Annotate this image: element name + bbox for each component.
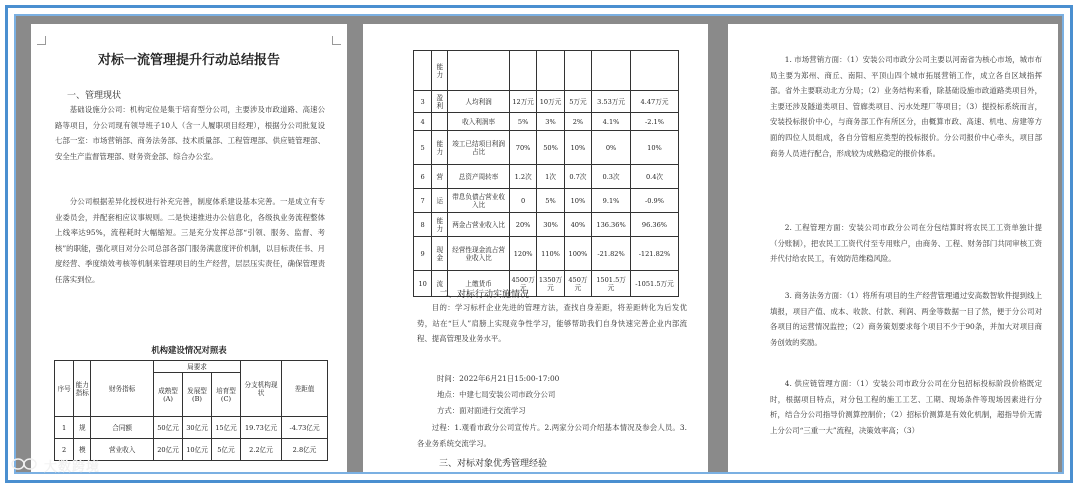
table-cell: 能力 [432,213,448,237]
table-cell: 3% [537,113,564,131]
table-cell: 合同额 [91,417,154,439]
table-header: 成熟型(A) [154,373,183,417]
watermark-text: 大数跨境 [44,460,101,475]
table-cell: 规 [74,417,91,439]
section-heading: 一、管理现状 [67,91,122,101]
table-cell: 4500万元 [509,271,536,297]
table-cell: 2.2亿元 [240,439,281,461]
table-cell: 营 [432,165,448,189]
section-heading: 二、对标行动实施情况 [439,290,530,300]
table-row [414,237,679,271]
margin-corner-mark [332,36,341,45]
table-cell: 20% [509,213,536,237]
table-header: 差距值 [282,361,328,417]
table-cell [432,113,448,131]
table-cell: 收入利润率 [448,113,510,131]
table-row [414,213,679,237]
comparison-table-1 [54,360,328,461]
table-cell: 7 [414,189,432,213]
table-cell: 能力 [432,131,448,165]
table-cell [564,51,591,91]
table-cell [448,51,510,91]
table-cell: 10% [564,189,591,213]
table-cell: 1350万元 [537,271,564,297]
table-cell: 流 [432,271,448,297]
table-cell: 0.7次 [564,165,591,189]
time-line: 时间：2022年6月21日15:00-17:00 [437,374,560,383]
table-header: 能力指标 [74,361,91,417]
table-cell [537,51,564,91]
table-cell: 0 [509,189,536,213]
watermark-logo-icon [10,457,40,471]
report-title: 对标一流管理提升行动总结报告 [97,53,280,68]
table-header: 发展型(B) [183,373,212,417]
table-row [414,165,679,189]
table-cell: 50亿元 [154,417,183,439]
table-cell: 12万元 [509,91,536,113]
table-cell: 450万元 [564,271,591,297]
table-cell: 4 [414,113,432,131]
table-cell: -2.1% [630,113,678,131]
page-2 [363,24,708,474]
paragraph: 过程：1.观看市政分公司宣传片。2.两家分公司介绍基本情况及参会人员。3.各业务系统交流学习。 [417,423,687,448]
table-cell: 19.73亿元 [240,417,281,439]
table-cell [509,51,536,91]
table-cell: 3.53万元 [592,91,631,113]
table-cell: 上缴货币 [448,271,510,297]
table-cell: 50% [537,131,564,165]
table-cell: 20亿元 [154,439,183,461]
table-cell: 带息负债占营业收入比 [448,189,510,213]
table-cell: 人均利润 [448,91,510,113]
table-cell: 8 [414,213,432,237]
table-cell: 9.1% [592,189,631,213]
table-cell: 0.4次 [630,165,678,189]
paragraph: 目的：学习标杆企业先进的管理方法，查找自身差距，将差距转化为后发优势，站在“巨人”肩膀上实现竞争性学习，能够帮助我们自身快速完善企业内部流程、提高管理及业务水平。 [417,303,687,344]
paragraph: 3. 商务法务方面：（1）将所有项目的生产经营管理通过安高数智软件提到线上填报，项目产值、成本、收款、付款、利润、两金等数据一目了然，便于分公司对各项目的运营情况监控；（2）商务策划要求每个项目不少于90条，并加大对项目商务创效的奖励。 [770,291,1042,347]
table-cell: 100% [564,237,591,271]
table-cell: 0% [592,131,631,165]
table-cell: 两金占营业收入比 [448,213,510,237]
table-cell: 10 [414,271,432,297]
place-line: 地点：中建七局安装公司市政分公司 [437,390,556,399]
table-header: 分支机构现状 [240,361,281,417]
table-cell: 30亿元 [183,417,212,439]
table-cell: 136.36% [592,213,631,237]
table-cell: 5亿元 [212,439,241,461]
table-title: 机构建设情况对照表 [151,345,227,355]
table-row [414,189,679,213]
table-cell [592,51,631,91]
table-cell: 70% [509,131,536,165]
table-header: 财务指标 [91,361,154,417]
table-cell: 110% [537,237,564,271]
comparison-table-2 [413,50,679,297]
table-cell: 4.1% [592,113,631,131]
table-cell: 2 [55,439,74,461]
table-cell: 2% [564,113,591,131]
table-cell: 30% [537,213,564,237]
table-cell: -0.9% [630,189,678,213]
document-frame [5,5,1073,483]
section-heading: 三、对标对象优秀管理经验 [439,459,548,469]
table-cell: 10% [564,131,591,165]
margin-corner-mark [37,36,46,45]
table-header: 培育型(C) [212,373,241,417]
table-cell: 4.47万元 [630,91,678,113]
table-cell: 1501.5万元 [592,271,631,297]
table-cell: 2.8亿元 [282,439,328,461]
paragraph: 基础设施分公司：机构定位是集于培育型分公司，主要涉及市政道路、高速公路等项目，分公司现有领导班子10人（含一人履职项目经理），根据分公司批复设七部一室：市场营销部、商务法务部、技术质量部、工程管理部、供应链管理部、安全生产监督管理部、财务资金部、综合办公室。 [55,105,325,161]
table-cell: 运 [432,189,448,213]
table-cell: 10亿元 [183,439,212,461]
table-cell: 15亿元 [212,417,241,439]
table-cell: -121.82% [630,237,678,271]
table-cell: -21.82% [592,237,631,271]
table-cell: 10万元 [537,91,564,113]
table-cell: 9 [414,237,432,271]
table-cell: 竣工已结项目利润占比 [448,131,510,165]
table-cell: 能力 [432,51,448,91]
paragraph: 2. 工程管理方面：安装公司市政分公司在分包结算时将农民工工资单独计提（分账制），把农民工工资代付至专用账户，由商务、工程、财务部门共同审核工资并代付给农民工，有效防范维稳风险。 [770,223,1042,264]
method-line: 方式：面对面进行交流学习 [437,406,526,415]
table-cell: 现金 [432,237,448,271]
table-header: 局要求 [154,361,241,373]
table-header: 序号 [55,361,74,417]
table-cell: -1051.5万元 [630,271,678,297]
table-cell: 0.3次 [592,165,631,189]
paragraph: 分公司根据差异化授权进行补充完善，制度体系建设基本完善。一是成立有专业委员会，并配套相应议事规则。二是快速推进办公信息化，各级执业务流程整体上线率达95%，流程耗时大幅缩短。三是充分发挥总部“引领、服务、监督、考核”的职能，强化项目对分公司总部各部门服务满意度评价机制，以目标责任书、月度经营、季度绩效考核等机制来管理项目的生产经营，层层压实责任，确保管理责任落实到位。 [55,197,325,284]
page-3 [728,24,1058,474]
page-1 [31,24,347,474]
table-cell: 盈利 [432,91,448,113]
table-cell: 营业收入 [91,439,154,461]
table-row [414,113,679,131]
table-cell: 1 [55,417,74,439]
table-cell: 经营性现金流占营业收入比 [448,237,510,271]
paragraph: 1. 市场营销方面：（1）安装公司市政分公司主要以河南省为核心市场，城市布局主要为郑州、商丘、南阳、平顶山四个城市拓展营销工作，成立各自区域指挥部。省外主要联动北方分局；（2）业务结构来看，除基础设施市政道路类项目外，主要还涉及隧道类项目、管廊类项目、污水处理厂等项目；（3）提投标系统而言，安装投标报价中心，与商务部工作有所区分，由概算市政、高速、机电、房建等方面的四位人员组成，各自分管相应类型的投标报价。分公司报价中心牵头，项目部商务人员进行配合，形成较为成熟稳定的报价体系。 [770,55,1042,158]
table-cell: 96.36% [630,213,678,237]
document-viewer [14,14,1064,474]
table-cell: 5万元 [564,91,591,113]
table-cell: 3 [414,91,432,113]
table-cell [414,51,432,91]
table-row [414,51,679,91]
table-cell: 5% [509,113,536,131]
table-cell: 总资产周转率 [448,165,510,189]
paragraph: 4. 供应链管理方面：（1）安装公司市政分公司在分包招标投标阶段价格既定时，根据项目特点，对分包工程的施工工艺、工期、现场条件等现场因素进行分析，结合分公司指导价测算控制价；（2）招标价测算是有效化机制，超指导价无需上分公司“三重一大”流程，决策效率高；（3） [770,379,1042,435]
table-cell [630,51,678,91]
table-cell: 1.2次 [509,165,536,189]
table-row [55,417,328,439]
table-cell: 5% [537,189,564,213]
table-cell: 模 [74,439,91,461]
table-row [414,91,679,113]
table-cell: -4.73亿元 [282,417,328,439]
table-cell: 120% [509,237,536,271]
table-cell: 6 [414,165,432,189]
table-cell: 40% [564,213,591,237]
table-cell: 10% [630,131,678,165]
table-cell: 5 [414,131,432,165]
table-cell: 1次 [537,165,564,189]
table-row [414,131,679,165]
